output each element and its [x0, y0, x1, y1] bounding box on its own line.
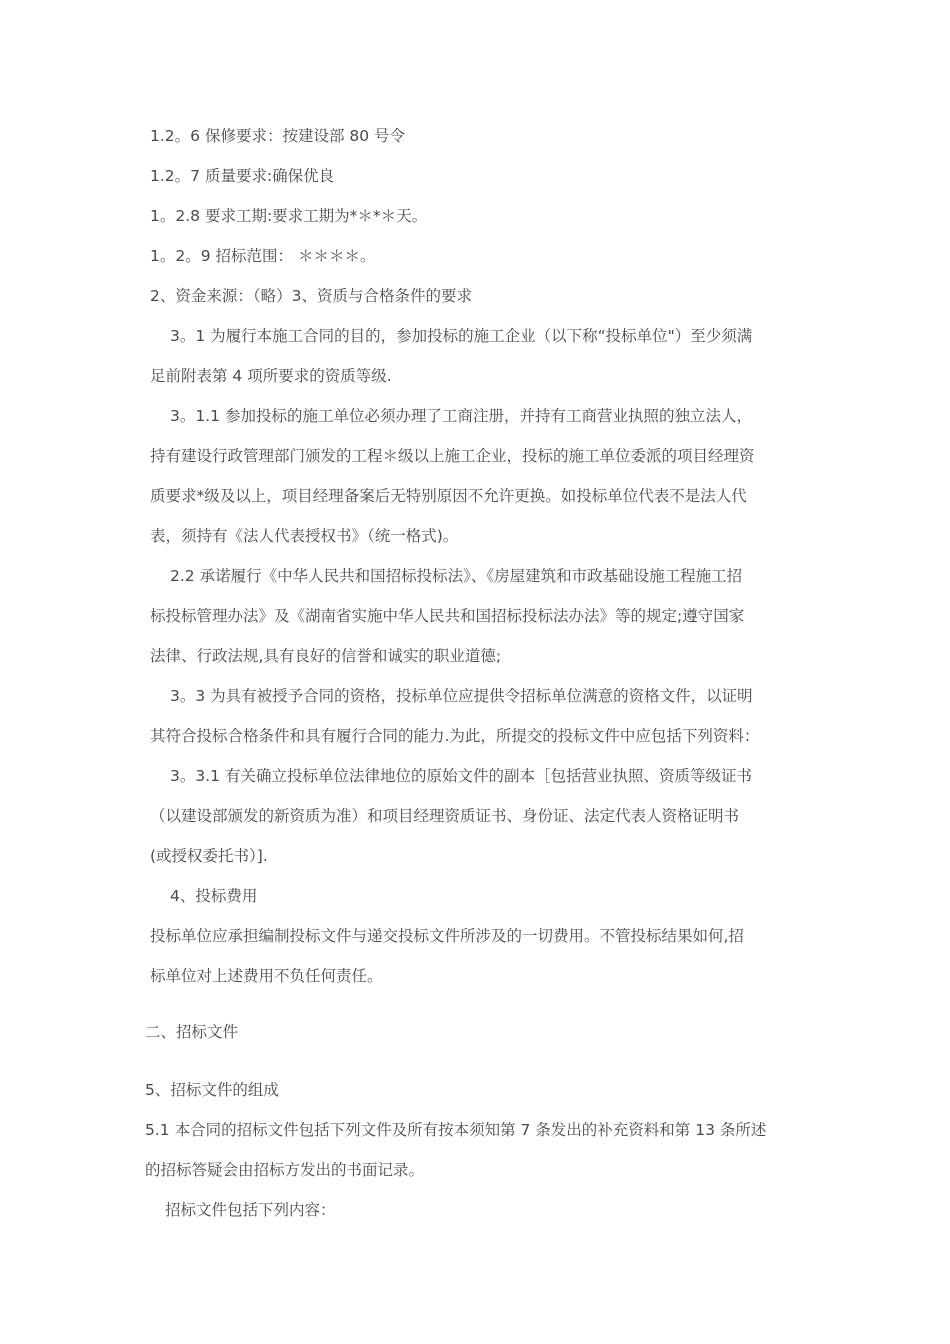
clause-2-2-line-1: 2.2 承诺履行《中华人民共和国招标投标法》、《房屋建筑和市政基础设施工程施工招 — [170, 567, 743, 585]
clause-2-2-line-3: 法律、行政法规,具有良好的信誉和诚实的职业道德; — [150, 647, 502, 665]
clause-2-2-line-2: 标投标管理办法》及《湖南省实施中华人民共和国招标投标法办法》等的规定;遵守国家 — [150, 607, 745, 625]
clause-2-3-heading: 2、资金来源：（略）3、资质与合格条件的要求 — [150, 287, 472, 305]
clause-3-3-1-line-1: 3。3.1 有关确立投标单位法律地位的原始文件的副本［包括营业执照、资质等级证书 — [170, 767, 752, 785]
clause-1-2-8: 1。2.8 要求工期:要求工期为*＊*＊天。 — [150, 207, 428, 225]
clause-3-1-1-line-2: 持有建设行政管理部门颁发的工程＊级以上施工企业，投标的施工单位委派的项目经理资 — [150, 447, 755, 465]
clause-3-3-line-2: 其符合投标合格条件和具有履行合同的能力.为此，所提交的投标文件中应包括下列资料： — [150, 727, 760, 745]
section-5-heading: 5、招标文件的组成 — [145, 1081, 279, 1099]
section-2-heading: 二、招标文件 — [145, 1023, 239, 1041]
clause-5-1-line-3: 招标文件包括下列内容： — [165, 1201, 336, 1219]
clause-3-3-1-line-2: （以建设部颁发的新资质为准）和项目经理资质证书、身份证、法定代表人资格证明书 — [150, 807, 740, 825]
section-4-heading: 4、投标费用 — [170, 887, 258, 905]
clause-3-1-line-1: 3。1 为履行本施工合同的目的，参加投标的施工企业（以下称“投标单位"）至少须满 — [170, 327, 753, 345]
clause-3-1-1-line-4: 表，须持有《法人代表授权书》（统一格式)。 — [150, 527, 459, 545]
section-4-line-1: 投标单位应承担编制投标文件与递交投标文件所涉及的一切费用。不管投标结果如何,招 — [150, 927, 744, 945]
clause-1-2-6: 1.2。6 保修要求：按建设部 80 号令 — [150, 127, 406, 145]
section-4-line-2: 标单位对上述费用不负任何责任。 — [150, 967, 383, 985]
clause-3-1-1-line-1: 3。1.1 参加投标的施工单位必须办理了工商注册，并持有工商营业执照的独立法人， — [170, 407, 752, 425]
clause-3-3-1-line-3: (或授权委托书）]. — [150, 847, 268, 865]
clause-3-1-1-line-3: 质要求*级及以上，项目经理备案后无特别原因不允许更换。如投标单位代表不是法人代 — [150, 487, 747, 505]
clause-1-2-7: 1.2。7 质量要求:确保优良 — [150, 167, 335, 185]
clause-3-3-line-1: 3。3 为具有被授予合同的资格，投标单位应提供令招标单位满意的资格文件，以证明 — [170, 687, 753, 705]
clause-3-1-line-2: 足前附表第 4 项所要求的资质等级. — [150, 367, 392, 385]
clause-5-1-line-1: 5.1 本合同的招标文件包括下列文件及所有按本须知第 7 条发出的补充资料和第 13 条所述 — [145, 1121, 767, 1139]
clause-5-1-line-2: 的招标答疑会由招标方发出的书面记录。 — [145, 1161, 425, 1179]
clause-1-2-9: 1。2。9 招标范围： ＊＊＊＊。 — [150, 247, 376, 265]
